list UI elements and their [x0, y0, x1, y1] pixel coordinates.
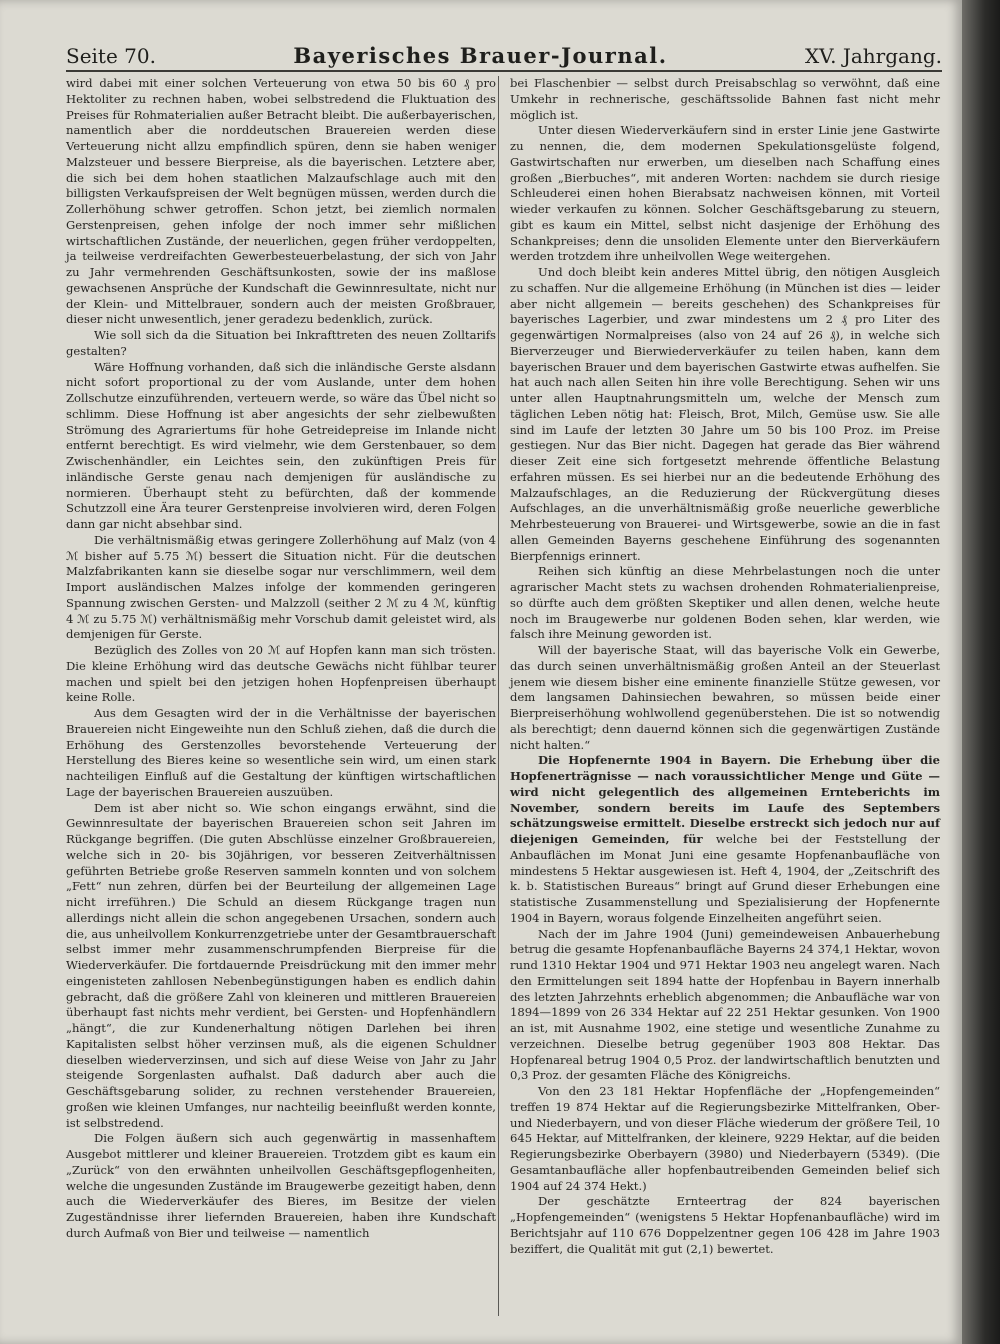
- page-edge-shadow: [962, 0, 1000, 1344]
- right-column: [510, 76, 940, 1257]
- paragraph-text: Nach der im Jahre 1904 (Juni) gemeindeweisen Anbauerhebung betrug die gesamte Hopfenanbaufläche Bayerns 24 374,1 Hektar, wovon rund 1310 Hektar 1904 und 971 Hektar 1903 neu angelegt waren. Nach den Ermittelungen seit 1894 hatte der Hopfenbau in Bayern innerhalb des letzten Jahrzehnts erheblich abgenommen; die Anbaufläche war von 1894—1899 von 26 334 Hektar auf 22 251 Hektar gesunken. Von 1900 an ist, mit Ausnahme 1902, eine stetige und wesentliche Zunahme zu verzeichnen. Dieselbe betrug gegenüber 1903 808 Hektar. Das Hopfenareal betrug 1904 0,5 Proz. der landwirtschaftlich benutzten und 0,3 Proz. der gesamten Fläche des Königreichs.: [510, 926, 940, 1083]
- paragraph-text: Aus dem Gesagten wird der in die Verhältnisse der bayerischen Brauereien nicht Eingeweihte nun den Schluß ziehen, daß die durch die Erhöhung des Gerstenzolles bevorstehende Verteuerung der Herstellung des Bieres keine so wesentliche sein wird, um einen stark nachteiligen Einfluß auf die Gestaltung der künftigen wirtschaftlichen Lage der bayerischen Brauereien auszuüben.: [66, 706, 496, 799]
- paragraph: [510, 643, 940, 753]
- paragraph: [66, 801, 496, 1132]
- paragraph-text: Die Folgen äußern sich auch gegenwärtig in massenhaftem Ausgebot mittlerer und kleiner Brauereien. Trotzdem gibt es kaum ein „Zurück“ von den erwähnten unheilvollen Geschäftsgepflogenheiten, welche die ungesunden Zustände im Braugewerbe gezeitigt haben, denn auch die Wiederverkäufer des Bieres, im Besitze der vielen Zugeständnisse ihrer liefernden Brauereien, haben ihre Kundschaft durch Aufmaß von Bier und teilweise — namentlich: [66, 1131, 496, 1240]
- paragraph: [66, 76, 496, 328]
- left-column: [66, 76, 496, 1242]
- paragraph: [66, 328, 496, 360]
- paragraph: [510, 1194, 940, 1257]
- paragraph: [66, 643, 496, 706]
- paragraph: [66, 360, 496, 533]
- paragraph: [66, 533, 496, 643]
- paragraph: [510, 76, 940, 123]
- paragraph-text: Dem ist aber nicht so. Wie schon eingangs erwähnt, sind die Gewinnresultate der bayerischen Brauereien schon seit Jahren im Rückgange begriffen. (Die guten Abschlüsse einzelner Großbrauereien, welche sich in 20- bis 30jährigen, vor besseren Zeitverhältnissen geführten Betriebe große Reserven sammeln konnten und von solchem „Fett“ nun zehren, dürfen bei der Beurteilung der allgemeinen Lage nicht irreführen.) Die Schuld an diesem Rückgange tragen nun allerdings nicht allein die schon angegebenen Ursachen, sondern auch die, aus unheilvollem Konkurrenzgetriebe unter der Gesamtbrauerschaft selbst immer mehr zusammenschrumpfenden Bierpreise für die Wiederverkäufer. Die fortdauernde Preisdrückung mit den immer mehr eingenisteten zahllosen Nebenbegünstigungen haben es endlich dahin gebracht, daß die größere Zahl von kleineren und mittleren Brauereien überhaupt fast nichts mehr verdient, bei Gersten- und Hopfenhändlern „hängt“, die zur Kundenerhaltung nötigen Darlehen bei ihren Kapitalisten selbst höher verzinsen muß, als die eigenen Schuldner dieselben wiederverzinsen, und sich auf diese Weise von Jahr zu Jahr steigende Sorgenlasten aufhalst. Daß dadurch aber auch die Geschäftsgebarung solider, zu rechnen verstehender Brauereien, großen wie kleinen Umfanges, nur nachteilig beeinflußt werden konnte, ist selbstredend.: [66, 800, 496, 1130]
- paragraph-text: Die verhältnismäßig etwas geringere Zollerhöhung auf Malz (von 4 ℳ bisher auf 5.75 ℳ) bessert die Situation nicht. Für die deutschen Malzfabrikanten kann sie dieselbe sogar nur verschlimmern, weil dem Import ausländischen Malzes infolge der kommenden geringeren Spannung zwischen Gersten- und Malzzoll (seither 2 ℳ zu 4 ℳ, künftig 4 ℳ zu 5.75 ℳ) verhältnismäßig mehr Vorschub damit geleistet wird, als demjenigen für Gerste.: [66, 532, 496, 642]
- paragraph: [66, 706, 496, 801]
- paragraph-text: bei Flaschenbier — selbst durch Preisabschlag so verwöhnt, daß eine Umkehr in rechnerische, geschäftssolide Bahnen fast nicht mehr möglich ist.: [510, 76, 940, 122]
- paragraph-text: Wäre Hoffnung vorhanden, daß sich die inländische Gerste alsdann nicht sofort proportional zu der vom Auslande, unter dem hohen Zollschutze einzuführenden, verteuern werde, so wäre das Übel nicht so schlimm. Diese Hoffnung ist aber angesichts der sehr zielbewußten Strömung des Agrariertums für hohe Getreidepreise im Inlande nicht entfernt berechtigt. Es wird vielmehr, wie dem Gerstenbauer, so dem Zwischenhändler, ein Leichtes sein, den zukünftigen Preis für inländische Gerste genau nach demjenigen für ausländische zu normieren. Überhaupt steht zu befürchten, daß der kommende Schutzzoll eine Ära teurer Gerstenpreise involvieren wird, deren Folgen dann gar nicht absehbar sind.: [66, 359, 496, 531]
- paragraph-text: Und doch bleibt kein anderes Mittel übrig, den nötigen Ausgleich zu schaffen. Nur die allgemeine Erhöhung (in München ist dies — leider aber nicht allgemein — bereits geschehen) des Schankpreises für bayerisches Lagerbier, und zwar mindestens um 2 ₰ pro Liter des gegenwärtigen Normalpreises (also von 24 auf 26 ₰), in welche sich Bierverzeuger und Bierwiederverkäufer zu teilen haben, kann dem bayerischen Brauer und dem bayerischen Gastwirte etwas aufhelfen. Sie hat auch nach allen Seiten hin ihre volle Berechtigung. Sehen wir uns unter allen Hauptnahrungsmitteln um, welche der Mensch zum täglichen Leben nötig hat: Fleisch, Brot, Milch, Gemüse usw. Sie alle sind im Laufe der letzten 30 Jahre um 50 bis 100 Proz. im Preise gestiegen. Nur das Bier nicht. Dagegen hat gerade das Bier während dieser Zeit eine sich fortgesetzt mehrende öffentliche Belastung erfahren müssen. Es sei hierbei nur an die bedeutende Erhöhung des Malzaufschlages, an die Reduzierung der Rückvergütung dieses Aufschlages, an die unverhältnismäßig große neuerliche gewerbliche Mehrbesteuerung von Brauerei- und Wirtsgewerbe, sowie an die in fast allen Gemeinden Bayerns geschehene Einführung des sogenannten Bierpfennigs erinnert.: [510, 265, 940, 563]
- column-divider: [498, 76, 499, 1316]
- paragraph: [510, 1084, 940, 1194]
- paragraph-text: Von den 23 181 Hektar Hopfenfläche der „Hopfengemeinden“ treffen 19 874 Hektar auf die Regierungsbezirke Mittelfranken, Ober- und Niederbayern, und von dieser Fläche wiederum der größere Teil, 10 645 Hektar, auf Mittelfranken, der kleinere, 9229 Hektar, auf die beiden Regierungsbezirke Oberbayern (3980) und Niederbayern (5349). (Die Gesamtanbaufläche aller hopfenbautreibenden Gemeinden belief sich 1904 auf 24 374 Hekt.): [510, 1084, 940, 1193]
- volume-label: XV. Jahrgang.: [804, 44, 942, 68]
- paragraph: [510, 564, 940, 643]
- paragraph-text: wird dabei mit einer solchen Verteuerung von etwa 50 bis 60 ₰ pro Hektoliter zu rechnen haben, wobei selbstredend die Fluktuation des Preises für Rohmaterialien außer Betracht bleibt. Die außerbayerischen, namentlich aber die norddeutschen Brauereien werden diese Verteuerung nicht allzu empfindlich spüren, denn sie haben weniger Malzsteuer und bessere Bierpreise, als die bayerischen. Letztere aber, die sich bei dem hohen staatlichen Malzaufschlage auch mit den billigsten Verkaufspreisen der Welt begnügen müssen, werden durch die Zollerhöhung schwer getroffen. Schon jetzt, bei ziemlich normalen Gerstenpreisen, gehen infolge der noch immer sehr mißlichen wirtschaftlichen Zustände, der neuerlichen, gegen früher verdoppelten, ja teilweise verdreifachten Gewerbesteuerbelastung, der sich von Jahr zu Jahr vermehrenden Geschäftsunkosten, sowie der ins maßlose gewachsenen Ansprüche der Kundschaft die Gewinnresultate, nicht nur der Klein- und Mittelbrauer, sondern auch der meisten Großbrauer, dieser nicht unwesentlich, jener geradezu bedenklich, zurück.: [66, 76, 496, 327]
- paragraph-text: welche bei der Feststellung der Anbauflächen im Monat Juni eine gesamte Hopfenanbaufläche von mindestens 5 Hektar ausgewiesen ist. Heft 4, 1904, der „Zeitschrift des k. b. Statistischen Bureaus“ bringt auf Grund dieser Erhebungen eine statistische Zusammenstellung und Spezialisierung der Hopfenernte 1904 in Bayern, woraus folgende Einzelheiten angeführt seien.: [510, 832, 940, 925]
- paragraph: [510, 265, 940, 564]
- paragraph-text: Bezüglich des Zolles von 20 ℳ auf Hopfen kann man sich trösten. Die kleine Erhöhung wird das deutsche Gewächs nicht fühlbar teurer machen und spielt bei den jetzigen hohen Hopfenpreisen überhaupt keine Rolle.: [66, 643, 496, 705]
- journal-title: Bayerisches Brauer-Journal.: [293, 43, 668, 68]
- paragraph-text: Der geschätzte Ernteertrag der 824 bayerischen „Hopfengemeinden“ (wenigstens 5 Hektar Hopfenanbaufläche) wird im Berichtsjahr auf 110 676 Doppelzentner gegen 106 428 im Jahre 1903 beziffert, die Qualität mit gut (2,1) bewertet.: [510, 1194, 940, 1256]
- paragraph: [66, 1131, 496, 1241]
- paragraph-text: Will der bayerische Staat, will das bayerische Volk ein Gewerbe, das durch seinen unverhältnismäßig großen Anteil an der Steuerlast jenem wie diesem bisher eine eminente finanzielle Stütze gewesen, vor dem langsamen Dahinsiechen bewahren, so müssen beide einer Bierpreiserhöhung wohlwollend gegenüberstehen. Die ist so notwendig als berechtigt; denn dauernd können sich die gegenwärtigen Zustände nicht halten.“: [510, 643, 940, 752]
- header-rule: [66, 70, 942, 72]
- paragraph: [510, 927, 940, 1085]
- paragraph-text: Reihen sich künftig an diese Mehrbelastungen noch die unter agrarischer Macht stets zu wachsen drohenden Rohmaterialienpreise, so dürfte auch dem größten Skeptiker und allen denen, welche heute noch im Braugewerbe nur goldenen Boden sehen, klar werden, wie falsch ihre Meinung geworden ist.: [510, 564, 940, 642]
- paragraph-text: Unter diesen Wiederverkäufern sind in erster Linie jene Gastwirte zu nennen, die, dem modernen Spekulationsgelüste folgend, Gastwirtschaften nur erwerben, um dieselben nach Schaffung eines großen „Bierbuches“, mit anderen Worten: nachdem sie durch riesige Schleuderei einen hohen Bierabsatz nachweisen können, mit Vorteil wieder verkaufen zu können. Solcher Geschäftsgebarung zu steuern, gibt es kaum ein Mittel, selbst nicht dasjenige der Erhöhung des Schankpreises; denn die unsoliden Elemente unter den Bierverkäufern werden trotzdem ihre unheilvollen Wege weitergehen.: [510, 123, 940, 264]
- bold-heading-text: Die Hopfenernte 1904 in Bayern. Die Erhebung über die Hopfenerträgnisse — nach voraussichtlicher Menge und Güte — wird nicht gelegentlich des allgemeinen Ernteberichts im November, sondern bereits im Laufe des Septembers schätzungsweise ermittelt. Dieselbe erstreckt sich jedoch nur auf diejenigen Gemeinden, für: [510, 753, 940, 846]
- paragraph: [510, 123, 940, 265]
- page-number: Seite 70.: [66, 44, 156, 68]
- page-header: [66, 28, 942, 68]
- paragraph-text: Wie soll sich da die Situation bei Inkrafttreten des neuen Zolltarifs gestalten?: [66, 328, 496, 358]
- paragraph: [510, 753, 940, 926]
